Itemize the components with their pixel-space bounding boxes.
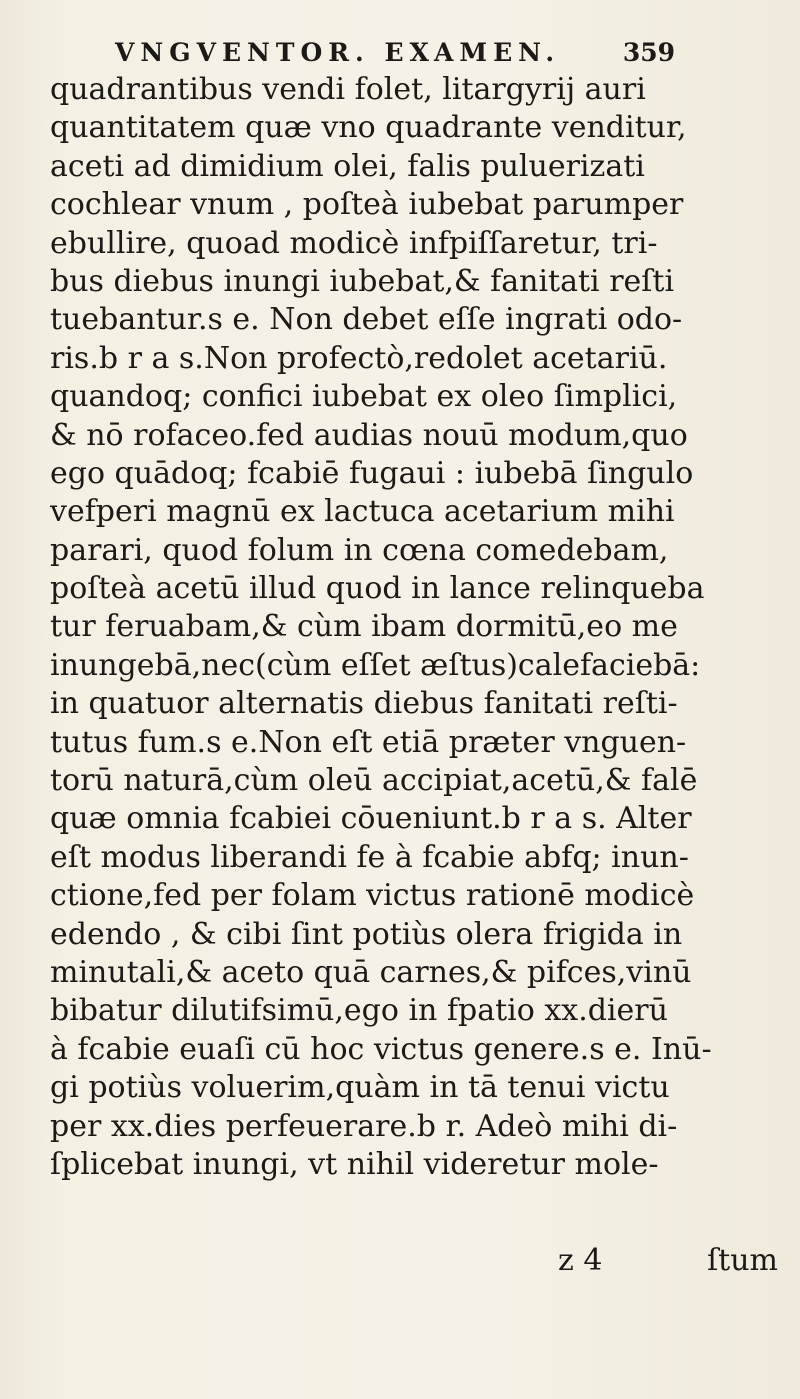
text-line: ego quādoq; fcabiē fugaui : iubebā ſingulo (50, 455, 694, 491)
text-line: parari, quod folum in cœna comedebam, (50, 532, 669, 568)
text-line: tuebantur.s e. Non debet eſſe ingrati odo- (50, 302, 683, 338)
text-line: quæ omnia fcabiei cōueniunt.b r a s. Alter (50, 801, 692, 837)
text-line: quandoq; confici iubebat ex oleo ſimplici, (50, 379, 678, 415)
signature-mark: z 4 (558, 1243, 603, 1278)
text-line: ſplicebat inungi, vt nihil videretur mole- (50, 1146, 659, 1182)
text-line: poſteà acetū illud quod in lance relinqueba (50, 571, 705, 607)
text-line: tur feruabam,& cùm ibam dormitū,eo me (50, 609, 678, 645)
text-line: vefperi magnū ex lactuca acetarium mihi (50, 494, 675, 530)
text-line: quadrantibus vendi folet, litargyrij auri (50, 72, 646, 107)
text-line: ris.b r a s.Non profectò,redolet acetariū. (50, 340, 668, 376)
text-line: gi potiùs voluerim,quàm in tā tenui victu (50, 1070, 670, 1106)
text-line: ctione,fed per folam victus rationē modicè (50, 878, 695, 914)
page-number: 359 (622, 38, 675, 67)
text-line: per xx.dies perfeuerare.b r. Adeò mihi di- (50, 1108, 678, 1144)
text-line: inungebā,nec(cùm eſſet æſtus)calefaciebā: (50, 647, 701, 683)
running-head-title: VNGVENTOR. EXAMEN. (115, 38, 561, 67)
text-line: bus diebus inungi iubebat,& fanitati reſti (50, 263, 675, 299)
text-line: torū naturā,cùm oleū accipiat,acetū,& falē (50, 763, 698, 799)
body-text (50, 71, 770, 1184)
text-line: bibatur dilutifsimū,ego in fpatio xx.dierū (50, 993, 668, 1029)
text-line: & nō rofaceo.fed audias nouū modum,quo (50, 417, 688, 453)
catchword: ſtum (707, 1243, 778, 1278)
text-line: tutus fum.s e.Non eſt etiā præter vnguen- (50, 724, 687, 760)
text-line: edendo , & cibi ſint potiùs olera frigida in (50, 916, 683, 952)
page-footer (558, 1243, 778, 1283)
text-line: à fcabie euaſi cū hoc victus genere.s e. Inū- (50, 1031, 712, 1067)
text-line: aceti ad dimidium olei, falis pulueri‍zati (50, 148, 645, 184)
text-line: quantitatem quæ vno quadrante venditur, (50, 110, 687, 146)
text-line: eſt modus liberandi fe à fcabie abfq; inun- (50, 839, 689, 875)
text-line: ebullire, quoad modicè infpiſſaretur, tri- (50, 225, 658, 261)
running-head (115, 30, 675, 70)
text-line: cochlear vnum , poſteà iubebat parumper (50, 187, 684, 223)
text-line: minutali,& aceto quā carnes,& pifces,vinū (50, 954, 692, 990)
text-line: in quatuor alternatis diebus fanitati reſti- (50, 686, 678, 722)
